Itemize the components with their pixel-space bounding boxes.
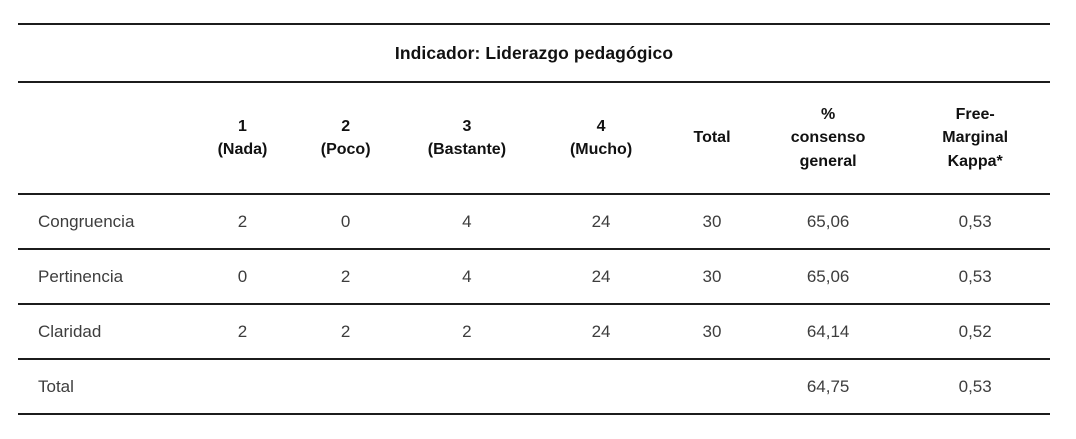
table-cell: 2 (400, 304, 534, 359)
table-cell: 30 (668, 194, 756, 249)
table-cell: 65,06 (756, 249, 900, 304)
table-cell: 30 (668, 249, 756, 304)
header-cell-3-bastante: 3 (Bastante) (400, 82, 534, 194)
table-cell (534, 359, 668, 414)
table-cell: 2 (291, 304, 399, 359)
table-cell: 64,14 (756, 304, 900, 359)
table-cell (400, 359, 534, 414)
header-row (18, 82, 1050, 194)
header-cell-empty (18, 82, 193, 194)
header-cell-4-mucho: 4 (Mucho) (534, 82, 668, 194)
table-cell: 24 (534, 249, 668, 304)
header-cell-1-nada: 1 (Nada) (193, 82, 291, 194)
table-cell: 0,53 (900, 194, 1050, 249)
table-cell: 2 (193, 194, 291, 249)
title-row (18, 24, 1050, 82)
table-cell (291, 359, 399, 414)
table-cell: 4 (400, 194, 534, 249)
row-label: Pertinencia (18, 249, 193, 304)
table-cell (193, 359, 291, 414)
table-row-pertinencia (18, 249, 1050, 304)
table-cell: 24 (534, 194, 668, 249)
table-row-total (18, 359, 1050, 414)
table-cell: 0,52 (900, 304, 1050, 359)
table-cell: 2 (193, 304, 291, 359)
row-label: Congruencia (18, 194, 193, 249)
table-title: Indicador: Liderazgo pedagógico (18, 24, 1050, 82)
table-cell: 0 (291, 194, 399, 249)
table-cell: 2 (291, 249, 399, 304)
kappa-results-table (18, 23, 1050, 415)
row-label: Total (18, 359, 193, 414)
table-cell: 0,53 (900, 359, 1050, 414)
table-row-congruencia (18, 194, 1050, 249)
table-row-claridad (18, 304, 1050, 359)
header-cell-consenso: % consenso general (756, 82, 900, 194)
table-cell: 64,75 (756, 359, 900, 414)
table-cell: 4 (400, 249, 534, 304)
table-cell: 30 (668, 304, 756, 359)
header-cell-kappa: Free- Marginal Kappa* (900, 82, 1050, 194)
header-cell-total: Total (668, 82, 756, 194)
table-cell: 0,53 (900, 249, 1050, 304)
header-cell-2-poco: 2 (Poco) (291, 82, 399, 194)
table-cell: 24 (534, 304, 668, 359)
table-cell (668, 359, 756, 414)
table-cell: 0 (193, 249, 291, 304)
row-label: Claridad (18, 304, 193, 359)
table-cell: 65,06 (756, 194, 900, 249)
